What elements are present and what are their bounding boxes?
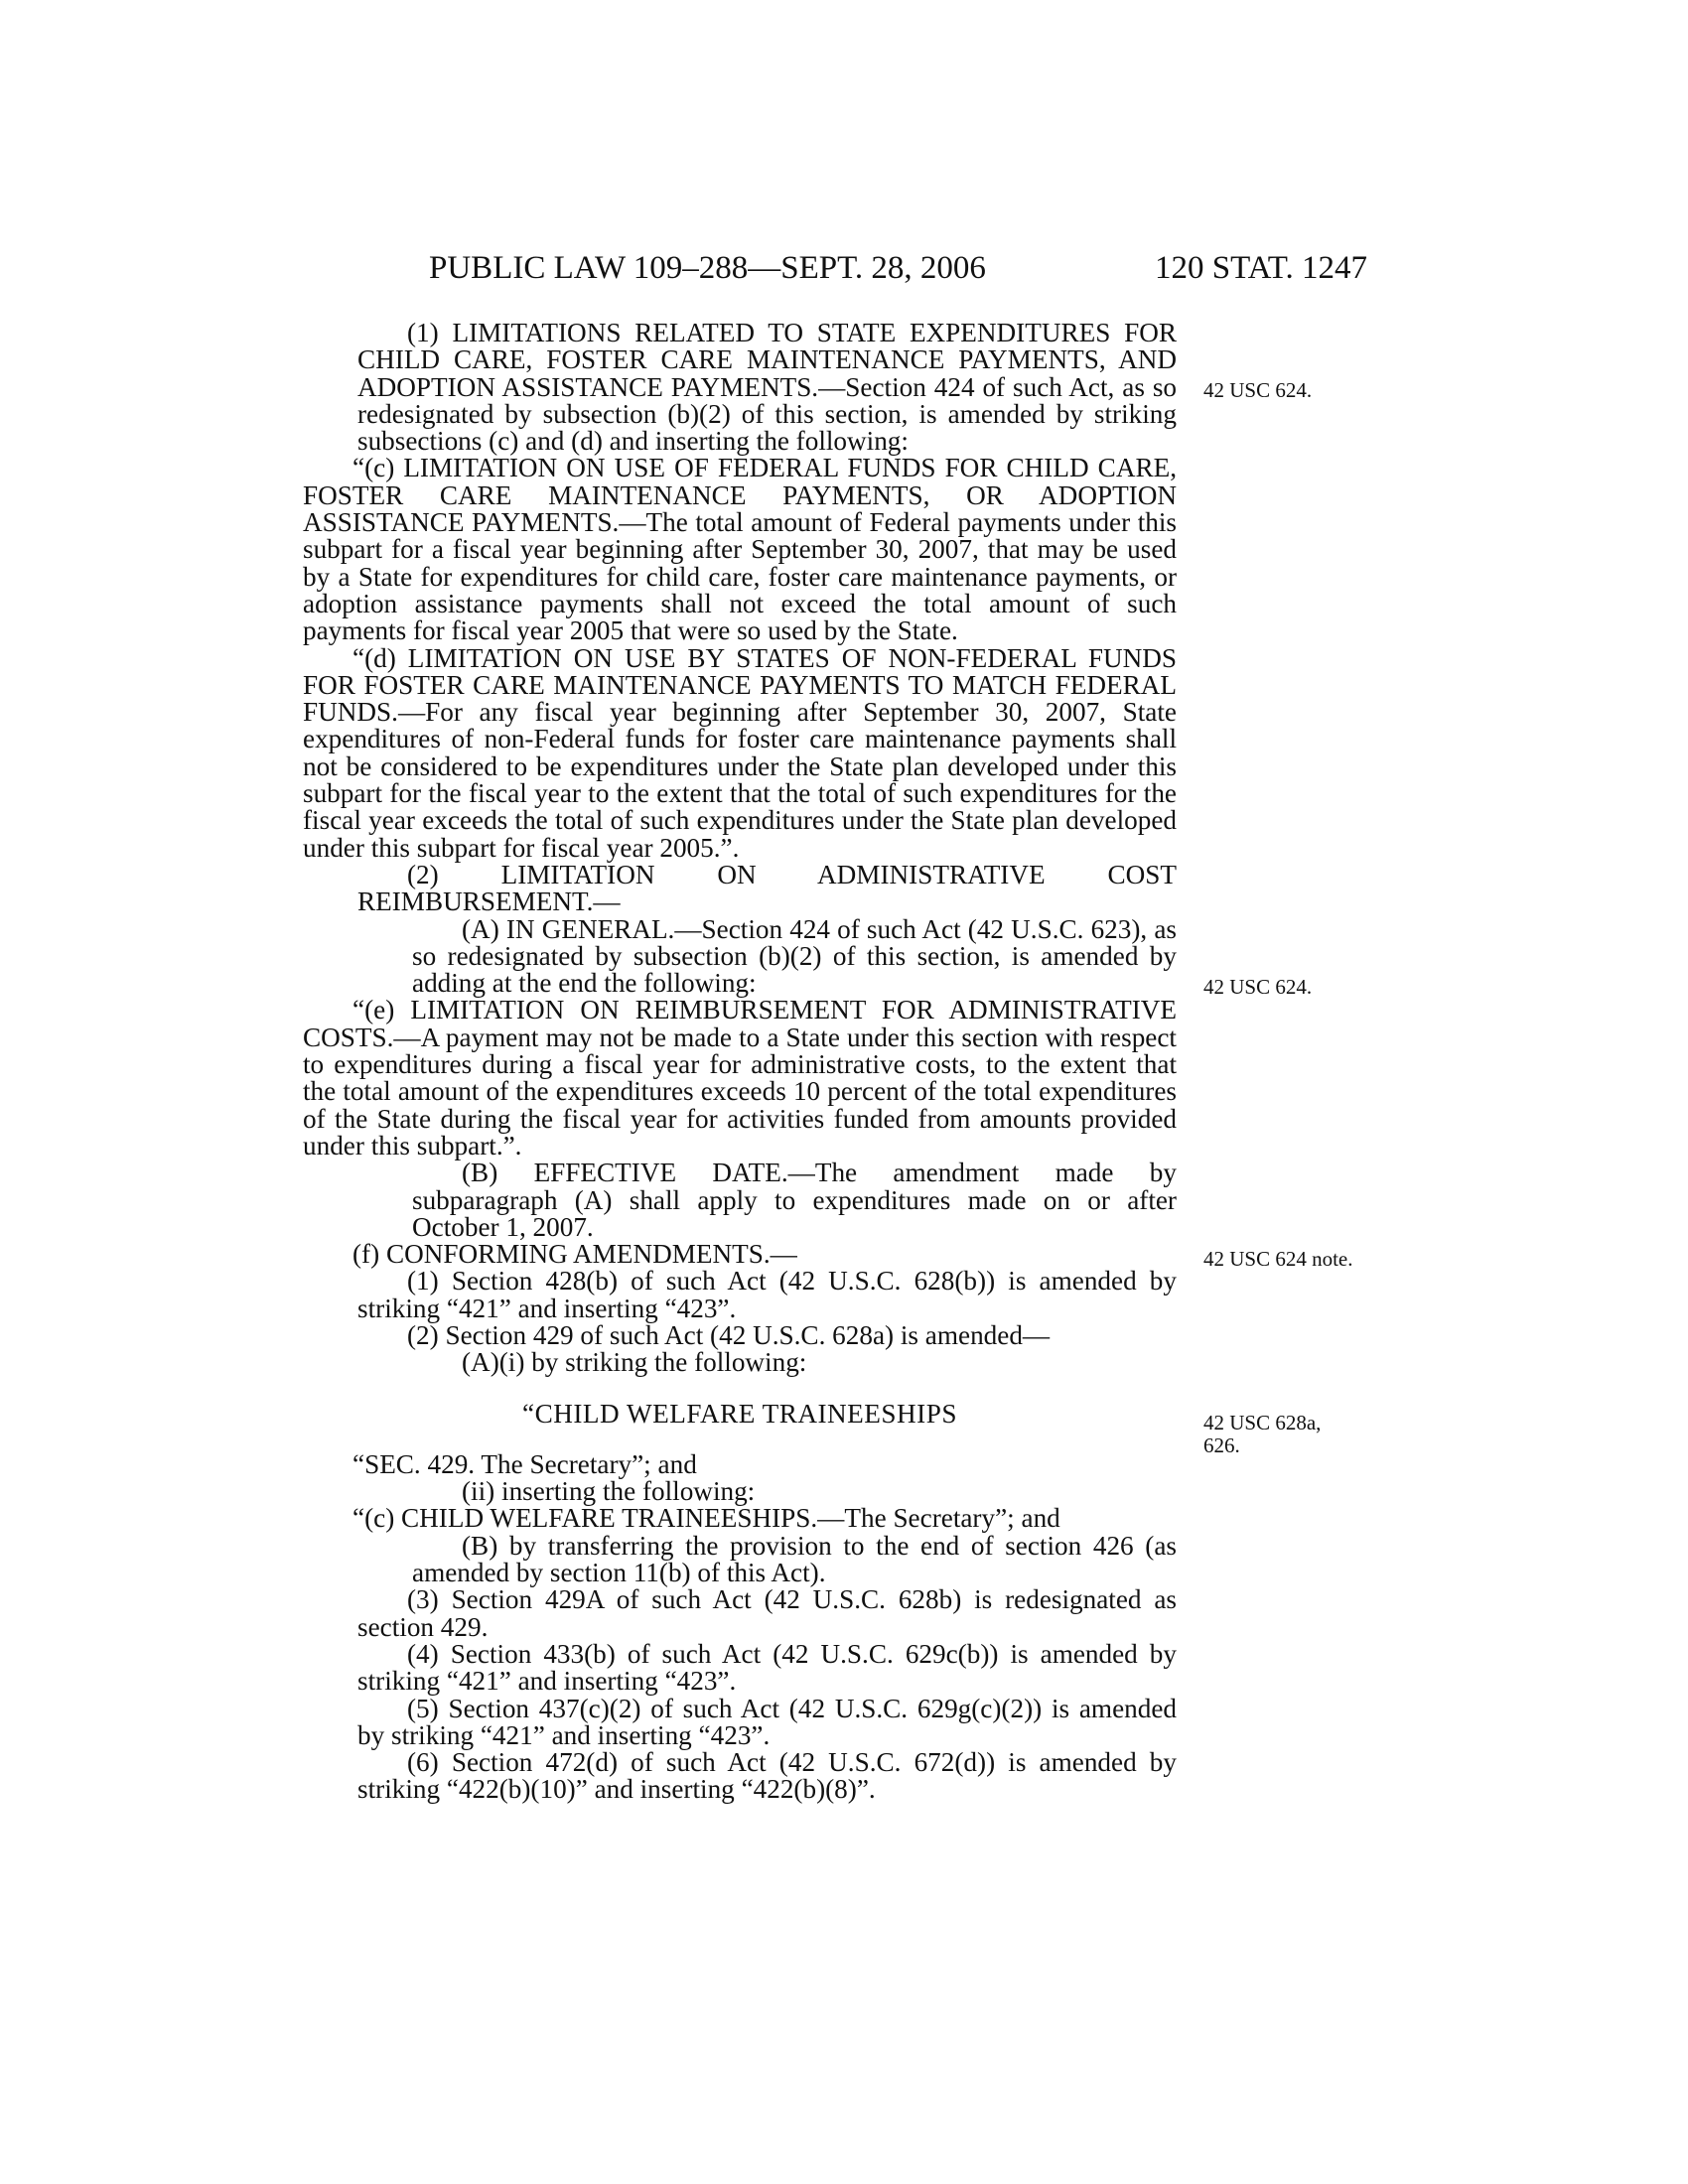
centered-heading-child-welfare-traineeships: “CHILD WELFARE TRAINEESHIPS [522, 1398, 957, 1429]
header-public-law: PUBLIC LAW 109–288—SEPT. 28, 2006 [429, 250, 986, 286]
margin-note-42-usc-624: 42 USC 624. [1203, 378, 1313, 402]
margin-note-line-1: 42 USC 628a, [1203, 1411, 1322, 1434]
amendment-2-a-i-striking: (A)(i) by striking the following: [462, 1347, 807, 1378]
margin-note-42-usc-628a-626 [1203, 1412, 1382, 1457]
quoted-c-child-welfare-traineeships: “(c) CHILD WELFARE TRAINEESHIPS.—The Secretary”; and [352, 1503, 1060, 1534]
margin-note-42-usc-624-second: 42 USC 624. [1203, 975, 1313, 999]
paragraph-b-effective-date: (B) EFFECTIVE DATE.—The amendment made by subparagraph (A) shall apply to expenditures made on or after October 1, 2007. [412, 1158, 1177, 1242]
paragraph-e-reimbursement-limitation: “(e) LIMITATION ON REIMBURSEMENT FOR ADMINISTRATIVE COSTS.—A payment may not be made to a State under this section with respect to expenditures during a fiscal year for administrative costs, to the extent that the total amount of the expenditures exceeds 10 percent of the total expenditures of the State during the fiscal year for activities funded from amounts provided under this subpart.”. [303, 995, 1177, 1160]
margin-note-42-usc-624-note: 42 USC 624 note. [1203, 1247, 1353, 1271]
quoted-sec-429: “SEC. 429. The Secretary”; and [352, 1448, 697, 1479]
amendment-6-section-472d: (6) Section 472(d) of such Act (42 U.S.C. 672(d)) is amended by striking “422(b)(10)” and inserting “422(b)(8)”. [357, 1747, 1177, 1805]
header-statute-page: 120 STAT. 1247 [1154, 250, 1367, 286]
paragraph-c-federal-funds-limitation: “(c) LIMITATION ON USE OF FEDERAL FUNDS FOR CHILD CARE, FOSTER CARE MAINTENANCE PAYMENTS, OR ADOPTION ASSISTANCE PAYMENTS.—The total amount of Federal payments under this subpart for a fiscal year beginning after September 30, 2007, that may be used by a State for expenditures for child care, foster care maintenance payments, or adoption assistance payments shall not exceed the total amount of such payments for fiscal year 2005 that were so used by the State. [303, 453, 1177, 646]
paragraph-2-administrative-cost: (2) LIMITATION ON ADMINISTRATIVE COST REIMBURSEMENT.— [357, 859, 1177, 917]
amendment-1-section-428b: (1) Section 428(b) of such Act (42 U.S.C. 628(b)) is amended by striking “421” and inserting “423”. [357, 1266, 1177, 1323]
paragraph-f-conforming-amendments: (f) CONFORMING AMENDMENTS.— [352, 1239, 797, 1270]
margin-note-line-2: 626. [1203, 1433, 1240, 1457]
amendment-2-section-429: (2) Section 429 of such Act (42 U.S.C. 628a) is amended— [407, 1319, 1051, 1350]
paragraph-1-limitations-child-care: (1) LIMITATIONS RELATED TO STATE EXPENDITURES FOR CHILD CARE, FOSTER CARE MAINTENANCE PAYMENTS, AND ADOPTION ASSISTANCE PAYMENTS.—Section 424 of such Act, as so redesignated by subsection (b)(2) of this section, is amended by striking subsections (c) and (d) and inserting the following: [357, 318, 1177, 457]
amendment-3-section-429a: (3) Section 429A of such Act (42 U.S.C. 628b) is redesignated as section 429. [357, 1584, 1177, 1642]
body-text [303, 320, 1177, 1804]
amendment-2-b-transferring: (B) by transferring the provision to the end of section 426 (as amended by section 11(b) of this Act). [412, 1530, 1177, 1588]
amendment-4-section-433b: (4) Section 433(b) of such Act (42 U.S.C. 629c(b)) is amended by striking “421” and inserting “423”. [357, 1638, 1177, 1697]
paragraph-d-non-federal-funds-limitation: “(d) LIMITATION ON USE BY STATES OF NON-FEDERAL FUNDS FOR FOSTER CARE MAINTENANCE PAYMENTS TO MATCH FEDERAL FUNDS.—For any fiscal year beginning after September 30, 2007, State expenditures of non-Federal funds for foster care maintenance payments shall not be considered to be expenditures under the State plan developed under this subpart for the fiscal year to the extent that the total of such expenditures for the fiscal year exceeds the total of such expenditures under the State plan developed under this subpart for fiscal year 2005.”. [303, 642, 1177, 863]
paragraph-a-in-general: (A) IN GENERAL.—Section 424 of such Act (42 U.S.C. 623), as so redesignated by subsection (b)(2) of this section, is amended by adding at the end the following: [412, 913, 1177, 999]
amendment-5-section-437c2: (5) Section 437(c)(2) of such Act (42 U.S.C. 629g(c)(2)) is amended by striking “421” and inserting “423”. [357, 1693, 1177, 1750]
amendment-2-a-ii-inserting: (ii) inserting the following: [462, 1476, 756, 1507]
